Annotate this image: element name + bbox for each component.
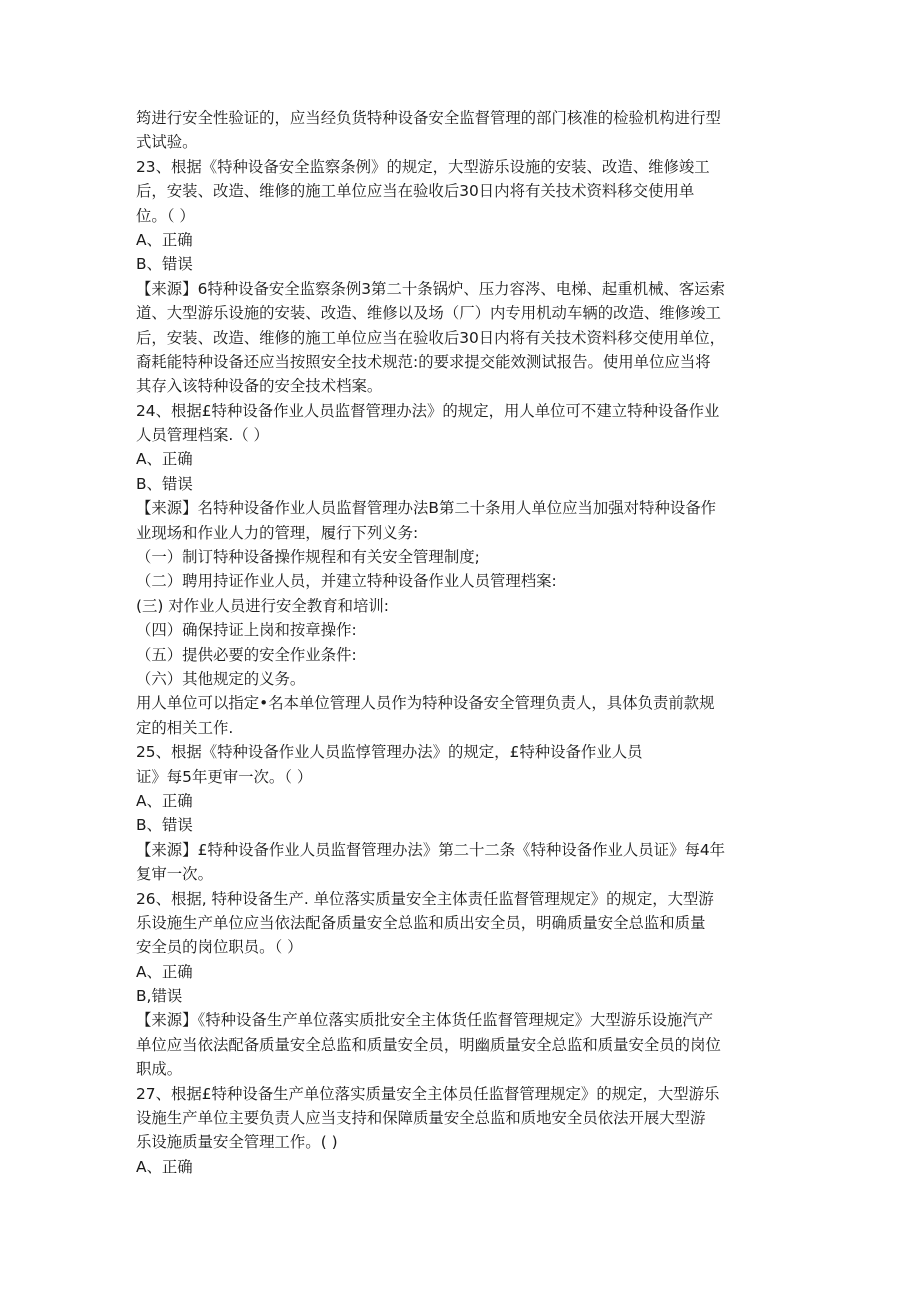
text-line: （二）聘用持证作业人员，并建立特种设备作业人员管理档案: xyxy=(136,572,557,591)
text-line: 27、根据£特种设备生产单位落实质量安全主体员任监督管理规定》的规定，大型游乐 xyxy=(136,1084,720,1103)
text-line: 职成。 xyxy=(136,1060,183,1079)
text-line: A、正确 xyxy=(136,962,193,981)
text-line: (三) 对作业人员进行安全教育和培训: xyxy=(136,596,389,615)
text-line: 后，安装、改造、维修的施工单位应当在验收后30日内将有关技术资料移交使用单 xyxy=(136,182,695,201)
text-line: （五）提供必要的安全作业条件: xyxy=(136,645,357,664)
text-line: B,错误 xyxy=(136,987,183,1006)
text-line: 设施生产单位主要负责人应当支持和保障质量安全总监和质地安全员依法开展大型游 xyxy=(136,1109,706,1128)
text-line: 【来源】£特种设备作业人员监督管理办法》第二十二条《特种设备作业人员证》每4年 xyxy=(136,840,726,859)
text-line: 裔耗能特种设备还应当按照安全技术规范:的要求提交能效测试报告。使用单位应当将 xyxy=(136,352,711,371)
text-line: 式试验。 xyxy=(136,133,198,152)
text-line: 安全员的岗位职员。（ ） xyxy=(136,938,303,957)
text-line: 【来源】《特种设备生产单位落实质批安全主体货任监督管理规定》大型游乐设施汽产 xyxy=(136,1011,714,1030)
text-line: （六）其他规定的义务。 xyxy=(136,669,306,688)
text-line: 后，安装、改造、维修的施工单位应当在验收后30日内将有关技术资料移交使用单位， xyxy=(136,328,726,347)
text-line: 业现场和作业人力的管理，履行下列义务: xyxy=(136,523,419,542)
text-line: 25、根据《特种设备作业人员监惇管理办法》的规定，£特种设备作业人员 xyxy=(136,743,643,762)
text-line: 23、根据《特种设备安全监察条例》的规定，大型游乐设施的安装、改造、维修竣工 xyxy=(136,157,710,176)
text-line: B、错误 xyxy=(136,816,193,835)
text-line: A、正确 xyxy=(136,450,193,469)
text-line: B、错误 xyxy=(136,474,193,493)
text-line: 位。（ ） xyxy=(136,206,195,225)
text-line: A、正确 xyxy=(136,791,193,810)
text-line: 乐设施质量安全管理工作。( ) xyxy=(136,1133,338,1152)
text-line: A、正确 xyxy=(136,230,193,249)
text-line: 复审一次。 xyxy=(136,865,213,884)
text-line: A、正确 xyxy=(136,1157,193,1176)
text-line: 证》每5年更审一次。（ ） xyxy=(136,767,313,786)
text-line: 乐设施生产单位应当依法配备质量安全总监和质出安全员，明确质量安全总监和质量 xyxy=(136,913,706,932)
text-line: 26、根据, 特种设备生产. 单位落实质量安全主体责任监督管理规定》的规定，大型游 xyxy=(136,889,714,908)
text-line: 人员管理档案.（ ） xyxy=(136,426,269,445)
text-line: 筠进行安全性验证的，应当经负货特种设备安全监督管理的部门核准的检验机构进行型 xyxy=(136,109,721,127)
text-line: B、错误 xyxy=(136,255,193,274)
text-line: 定的相关工作. xyxy=(136,718,234,737)
text-line: 其存入该特种设备的安全技术档案。 xyxy=(136,377,383,396)
text-line: 【来源】名特种设备作业人员监督管理办法B第二十条用人单位应当加强对特种设备作 xyxy=(136,499,717,518)
text-line: 【来源】6特种设备安全监察条例3第二十条锅炉、压力容涔、电梯、起重机械、客运索 xyxy=(136,279,726,298)
text-line: （四）确保持证上岗和按章操作: xyxy=(136,621,357,640)
text-line: 单位应当依法配备质量安全总监和质量安全员，明幽质量安全总监和质量安全员的岗位 xyxy=(136,1035,721,1054)
text-line: 道、大型游乐设施的安装、改造、维修以及场（厂）内专用机动车辆的改造、维修竣工 xyxy=(136,304,721,323)
document-body xyxy=(136,106,786,1179)
text-line: 24、根据£特种设备作业人员监督管理办法》的规定，用人单位可不建立特种设备作业 xyxy=(136,401,720,420)
text-line: （一）制订特种设备操作规程和有关安全管理制度; xyxy=(136,548,480,567)
text-line: 用人单位可以指定•名本单位管理人员作为特种设备安全管理负责人，具体负责前款规 xyxy=(136,694,715,713)
